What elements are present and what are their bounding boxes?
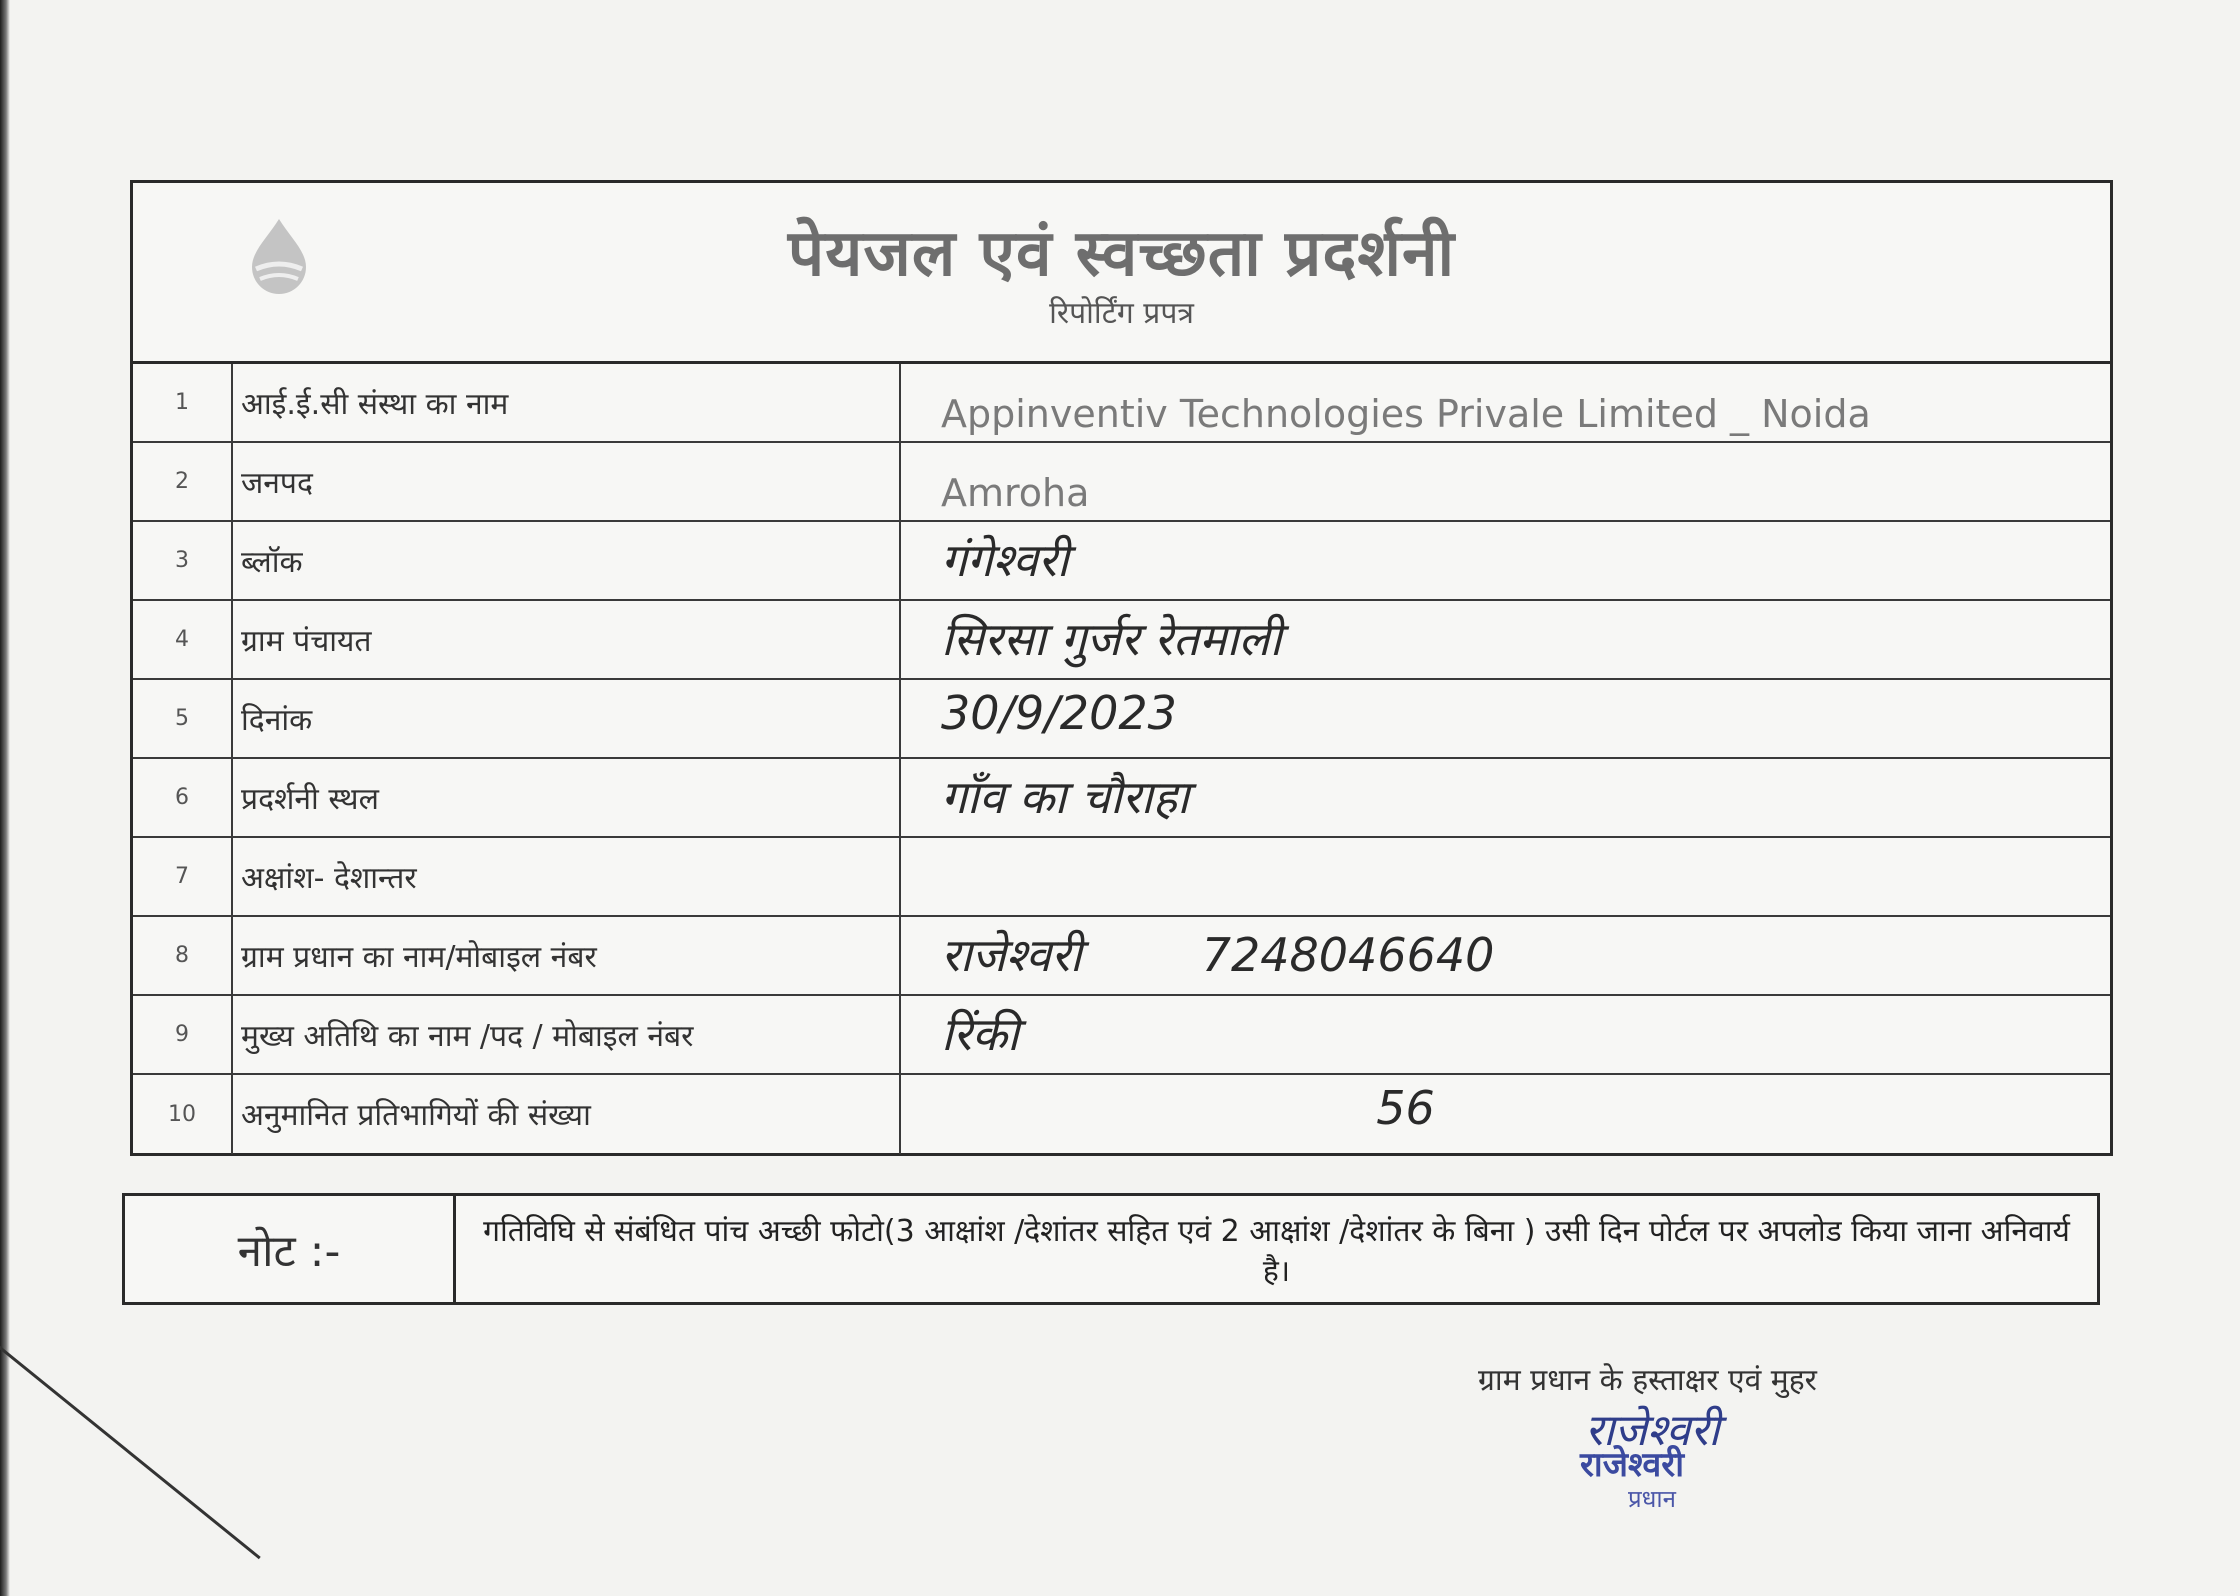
row-number: 5 [133, 680, 233, 757]
row-exhibition-venue [133, 759, 2110, 838]
row-number: 4 [133, 601, 233, 678]
note-text: गतिविघि से संबंधित पांच अच्छी फोटो(3 आक्षांश /देशांतर सहित एवं 2 आक्षांश /देशांतर के बिना ) उसी दिन पोर्टल पर अपलोड किया जाना अनिवार्य है। [483, 1214, 2070, 1289]
row-label: मुख्य अतिथि का नाम /पद / मोबाइल नंबर [233, 996, 901, 1073]
row-label: जनपद [233, 443, 901, 520]
row-label: ब्लॉक [233, 522, 901, 599]
row-chief-guest [133, 996, 2110, 1075]
form-subtitle: रिपोर्टिंग प्रपत्र [1049, 296, 1194, 331]
pradhan-phone: 7248046640 [1201, 928, 1495, 982]
stamp-role: प्रधान [1628, 1485, 1676, 1513]
form-title: पेयजल एवं स्वच्छता प्रदर्शनी [787, 217, 1456, 291]
stamp-name: राजेश्वरी [1580, 1445, 1685, 1485]
reporting-form [130, 180, 2113, 1156]
district-value: Amroha [941, 471, 1090, 515]
row-block [133, 522, 2110, 601]
row-number: 6 [133, 759, 233, 836]
participants-value: 56 [1376, 1081, 1435, 1135]
row-lat-long [133, 838, 2110, 917]
note-label: नोट :- [125, 1196, 456, 1302]
folded-corner-line [0, 1330, 261, 1559]
row-number: 1 [133, 364, 233, 441]
row-number: 2 [133, 443, 233, 520]
signature-caption: ग्राम प्रधान के हस्ताक्षर एवं मुहर [1478, 1363, 1817, 1398]
ngo-name-value: Appinventiv Technologies Privale Limited _ Noida [941, 392, 1871, 436]
row-label: अनुमानित प्रतिभागियों की संख्या [233, 1075, 901, 1154]
gram-panchayat-value: सिरसा गुर्जर रेतमाली [941, 612, 1282, 666]
row-pradhan [133, 917, 2110, 996]
note-box [122, 1193, 2100, 1305]
pradhan-name: राजेश्वरी [941, 928, 1082, 982]
venue-value: गाँव का चौराहा [941, 770, 1190, 824]
row-gram-panchayat [133, 601, 2110, 680]
row-district [133, 443, 2110, 522]
pradhan-value [901, 917, 2110, 994]
row-number: 3 [133, 522, 233, 599]
block-value: गंगेश्वरी [941, 533, 1069, 587]
chief-guest-value: रिंकी [941, 1007, 1019, 1061]
handwritten-signature: राजेश्वरी [1585, 1405, 1720, 1456]
row-label: अक्षांश- देशान्तर [233, 838, 901, 915]
row-label: ग्राम प्रधान का नाम/मोबाइल नंबर [233, 917, 901, 994]
date-value: 30/9/2023 [941, 686, 1177, 740]
form-rows [133, 364, 2110, 1154]
lat-long-value [901, 838, 2110, 915]
row-number: 7 [133, 838, 233, 915]
row-ngo-name [133, 364, 2110, 443]
row-number: 10 [133, 1075, 233, 1154]
row-label: प्रदर्शनी स्थल [233, 759, 901, 836]
row-label: आई.ई.सी संस्था का नाम [233, 364, 901, 441]
row-date [133, 680, 2110, 759]
row-number: 9 [133, 996, 233, 1073]
row-label: दिनांक [233, 680, 901, 757]
row-label: ग्राम पंचायत [233, 601, 901, 678]
row-participants [133, 1075, 2110, 1154]
row-number: 8 [133, 917, 233, 994]
form-header [133, 183, 2110, 364]
